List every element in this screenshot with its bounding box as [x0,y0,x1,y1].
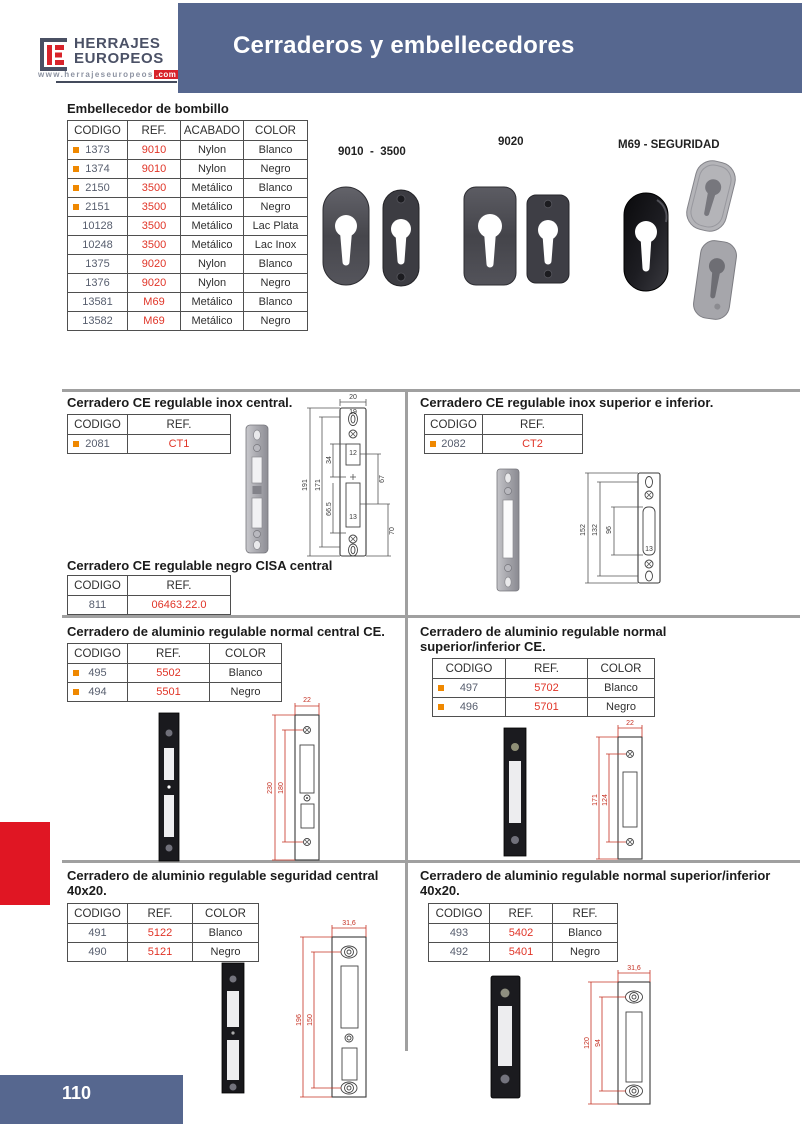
col-ref: REF. [128,576,231,596]
col-codigo: CODIGO [68,644,128,664]
svg-text:13: 13 [349,514,357,521]
section-title-alu-sup-inf-40: Cerradero de aluminio regulable normal superior/inferior 40x20. [420,868,771,898]
table-row: 2081 CT1 [68,435,231,454]
col-codigo: CODIGO [429,904,490,924]
orange-marker [73,689,79,695]
orange-marker [430,441,436,447]
escutcheon-9010-photo [322,186,370,286]
col-acabado: ACABADO [181,121,244,141]
label-m69: M69 - SEGURIDAD [618,139,720,151]
inox-central-table [67,414,231,454]
col-color: COLOR [244,121,308,141]
svg-text:152: 152 [580,524,587,536]
svg-text:120: 120 [584,1037,591,1049]
logo-icon [38,36,70,74]
col-color: COLOR [193,904,259,924]
logo-url-tld: .com [155,70,177,79]
table-row: 491 5122 Blanco [68,924,259,943]
divider-middle [62,615,800,618]
svg-text:150: 150 [307,1014,314,1026]
svg-text:191: 191 [302,479,309,491]
label-9020: 9020 [498,136,524,148]
alu-central-table [67,643,282,702]
col-ref: REF. [128,644,210,664]
orange-marker [438,704,444,710]
table-row: 2150 3500 Metálico Blanco [68,179,308,198]
alu-seguridad-table [67,903,259,962]
col-ref: REF. [128,904,193,924]
col-codigo: CODIGO [68,576,128,596]
ct2-photo [495,468,521,592]
svg-text:66.5: 66.5 [326,502,333,516]
alu-sup-inf-40-photo [489,975,522,1099]
table-row: 811 06463.22.0 [68,596,231,615]
svg-text:22: 22 [626,720,634,727]
section-title-alu-seguridad: Cerradero de aluminio regulable seguridad central 40x20. [67,868,379,898]
page-number: 110 [62,1083,92,1103]
alu-seguridad-technical-drawing [296,916,376,1106]
svg-text:124: 124 [602,794,609,806]
svg-text:20: 20 [349,394,357,401]
ct1-photo [243,424,271,554]
table-row: 1375 9020 Nylon Blanco [68,255,308,274]
orange-marker [438,685,444,691]
alu-seguridad-photo [219,962,247,1094]
table-row: 10248 3500 Metálico Lac Inox [68,236,308,255]
table-row: 1376 9020 Nylon Negro [68,274,308,293]
col-codigo: CODIGO [425,415,483,435]
table-row: 2151 3500 Metálico Negro [68,198,308,217]
orange-marker [73,670,79,676]
logo-wordmark [74,36,164,66]
table-row: 1374 9010 Nylon Negro [68,160,308,179]
svg-text:22: 22 [303,697,311,704]
page-title: Cerraderos y embellecedores [233,32,575,59]
col-ref: REF. [128,121,181,141]
table-row: 2082 CT2 [425,435,583,454]
svg-text:67: 67 [379,475,386,483]
table-row: 492 5401 Negro [429,943,618,962]
col-ref-2: REF. [553,904,618,924]
col-codigo: CODIGO [68,121,128,141]
svg-text:12: 12 [349,450,357,457]
section-title-inox-central: Cerradero CE regulable inox central. [67,395,293,410]
svg-text:171: 171 [315,479,322,491]
table-row: 13582 M69 Metálico Negro [68,312,308,331]
ct1-technical-drawing [300,393,405,565]
svg-text:70: 70 [389,527,396,535]
alu-central-technical-drawing [267,692,333,864]
col-codigo: CODIGO [433,659,506,679]
col-ref: REF. [490,904,553,924]
col-ref: REF. [128,415,231,435]
table-row: 1373 9010 Nylon Blanco [68,141,308,160]
svg-text:96: 96 [606,526,613,534]
table-row: 10128 3500 Metálico Lac Plata [68,217,308,236]
side-tab-marker [0,822,50,905]
section-title-negro-cisa: Cerradero CE regulable negro CISA central [67,558,333,573]
logo-url: www.herrajeseuropeos .com [38,70,177,79]
col-color: COLOR [210,644,282,664]
col-color: COLOR [588,659,655,679]
table-header-row [68,121,308,141]
table-row: 495 5502 Blanco [68,664,282,683]
alu-sup-inf-table [432,658,655,717]
escutcheon-9020-photo-b [526,194,570,284]
svg-text:34: 34 [326,456,333,464]
orange-marker [73,166,79,172]
alu-sup-inf-40-table [428,903,618,962]
escutcheon-3500-photo [382,189,420,287]
header-banner [178,3,802,93]
col-codigo: CODIGO [68,415,128,435]
table-row: 490 5121 Negro [68,943,259,962]
table-row: 497 5702 Blanco [433,679,655,698]
table-row: 496 5701 Negro [433,698,655,717]
escutcheon-9020-photo-a [463,186,517,286]
logo-underline [56,81,177,83]
section-title-alu-central: Cerradero de aluminio regulable normal central CE. [67,624,385,639]
col-ref: REF. [483,415,583,435]
orange-marker [73,185,79,191]
table-row: 13581 M69 Metálico Blanco [68,293,308,312]
svg-text:180: 180 [278,782,285,794]
svg-text:31,6: 31,6 [627,965,641,972]
svg-text:196: 196 [296,1014,303,1026]
negro-cisa-table [67,575,231,615]
table-row: 493 5402 Blanco [429,924,618,943]
section-title-embellecedor: Embellecedor de bombillo [67,101,229,116]
m69-security-part-bottom [691,238,740,323]
section-title-alu-sup-inf: Cerradero de aluminio regulable normal superior/inferior CE. [420,624,667,654]
col-ref: REF. [506,659,588,679]
col-codigo: CODIGO [68,904,128,924]
footer-bar [0,1075,183,1124]
logo-line1: HERRAJES [74,35,161,52]
svg-text:13: 13 [645,546,653,553]
orange-marker [73,204,79,210]
svg-text:132: 132 [592,524,599,536]
section-title-inox-sup-inf: Cerradero CE regulable inox superior e inferior. [420,395,714,410]
alu-sup-inf-photo [501,727,529,857]
divider-vertical [405,389,408,1051]
alu-sup-inf-40-technical-drawing [586,962,661,1107]
orange-marker [73,441,79,447]
logo-line2: EUROPEOS [74,50,164,67]
divider-top [62,389,800,392]
label-9010-3500: 9010 - 3500 [338,146,406,158]
svg-text:31,6: 31,6 [342,920,356,927]
ct2-technical-drawing [578,450,673,590]
inox-sup-inf-table [424,414,583,454]
svg-text:230: 230 [267,782,274,794]
svg-text:19: 19 [349,409,357,416]
escutcheon-m69-photo [623,192,669,292]
svg-text:171: 171 [592,794,599,806]
table-row: 494 5501 Negro [68,683,282,702]
embellecedor-table [67,120,308,331]
alu-sup-inf-technical-drawing [594,720,656,862]
orange-marker [73,147,79,153]
m69-security-part-top [682,156,740,236]
alu-central-photo [157,712,181,862]
svg-text:94: 94 [595,1039,602,1047]
